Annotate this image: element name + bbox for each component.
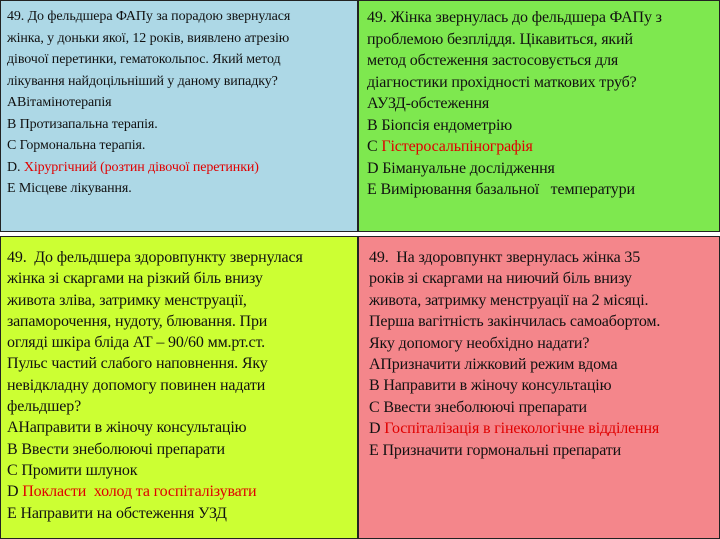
- answer-option-e: Е Направити на обстеження УЗД: [7, 504, 227, 522]
- question-text-line: невідкладну допомогу повинен надати: [7, 376, 266, 394]
- question-text-line: 49. До фельдшера ФАПу за порадою звернулася: [7, 9, 291, 24]
- question-text-line: лікування найдоцільніший у даному випадку?: [7, 73, 278, 89]
- question-text-line: дівочої перетинки, гематокольпос. Який метод: [7, 52, 281, 67]
- question-text-line: жінка зі скаргами на різкий біль внизу: [7, 270, 263, 288]
- answer-option-b: В Протизапальна терапія.: [7, 116, 158, 132]
- question-text-line: 49. Жінка звернулась до фельдшера ФАПу з: [367, 9, 662, 26]
- question-card-1: [0, 0, 358, 232]
- answer-option-d: D Бімануальне дослідження: [367, 159, 555, 177]
- answer-option-a: АУЗД-обстеження: [367, 95, 490, 112]
- question-text-line: живота зліва, затримку менструації,: [7, 291, 247, 309]
- correct-answer-text: Хірургічний (розтин дівочої перетинки): [23, 159, 259, 175]
- answer-option-b: В Направити в жіночу консультацію: [369, 377, 612, 395]
- answer-letter: С: [367, 138, 382, 155]
- correct-answer-text: Гістеросальпінографія: [381, 138, 533, 155]
- question-text-line: Яку допомогу необхідно надати?: [369, 334, 590, 352]
- answer-option-e: Е Місцеве лікування.: [7, 181, 132, 196]
- answer-option-c-correct: [367, 136, 713, 158]
- answer-option-e: Е Призначити гормональні препарати: [369, 441, 622, 459]
- answer-option-d-correct: [7, 481, 351, 502]
- answer-option-b: В Ввести знеболюючі препарати: [7, 440, 225, 458]
- answer-option-c: С Ввести знеболюючі препарати: [369, 398, 587, 416]
- answer-letter: D.: [7, 159, 24, 175]
- question-text-line: Пульс частий слабого наповнення. Яку: [7, 355, 268, 373]
- question-text-line: проблемою безпліддя. Цікавиться, який: [367, 30, 633, 48]
- correct-answer-text: Госпіталізація в гінекологічне відділення: [384, 420, 660, 438]
- question-text-line: фельдшер?: [7, 398, 82, 416]
- answer-option-a: АВітамінотерапія: [7, 95, 112, 110]
- answer-option-c: С Гормональна терапія.: [7, 138, 146, 153]
- question-card-2: [358, 0, 720, 232]
- answer-letter: D: [7, 483, 23, 501]
- answer-option-c: С Промити шлунок: [7, 461, 138, 479]
- answer-option-b: В Біопсія ендометрію: [367, 116, 513, 134]
- question-text-line: метод обстеження застосовується для: [367, 52, 619, 69]
- correct-answer-text: Покласти холод та госпіталізувати: [22, 483, 257, 501]
- answer-option-a: АПризначити ліжковий режим вдома: [369, 356, 618, 374]
- question-text-line: років зі скаргами на ниючий біль внизу: [369, 270, 632, 288]
- question-text-line: 49. До фельдшера здоровпункту звернулася: [7, 249, 303, 266]
- question-text-line: живота, затримку менструації на 2 місяці.: [369, 291, 649, 309]
- answer-option-d-correct: [369, 418, 713, 439]
- answer-option-d-correct: [7, 157, 351, 179]
- question-text-line: Перша вагітність закінчилась самоабортом.: [369, 313, 661, 331]
- answer-letter: D: [369, 420, 385, 438]
- answer-option-a: АНаправити в жіночу консультацію: [7, 419, 247, 437]
- question-card-4: [358, 236, 720, 539]
- question-text-line: 49. На здоровпункт звернулась жінка 35: [369, 249, 641, 266]
- question-text-line: діагностики прохідності маткових труб?: [367, 73, 637, 91]
- answer-option-e: Е Вимірювання базальної температури: [367, 181, 635, 198]
- question-card-3: [0, 236, 358, 539]
- question-text-line: жінка, у доньки якої, 12 років, виявлено атрезію: [7, 30, 290, 46]
- question-text-line: огляді шкіра бліда АТ – 90/60 мм.рт.ст.: [7, 334, 265, 352]
- question-text-line: запаморочення, нудоту, блювання. При: [7, 312, 268, 330]
